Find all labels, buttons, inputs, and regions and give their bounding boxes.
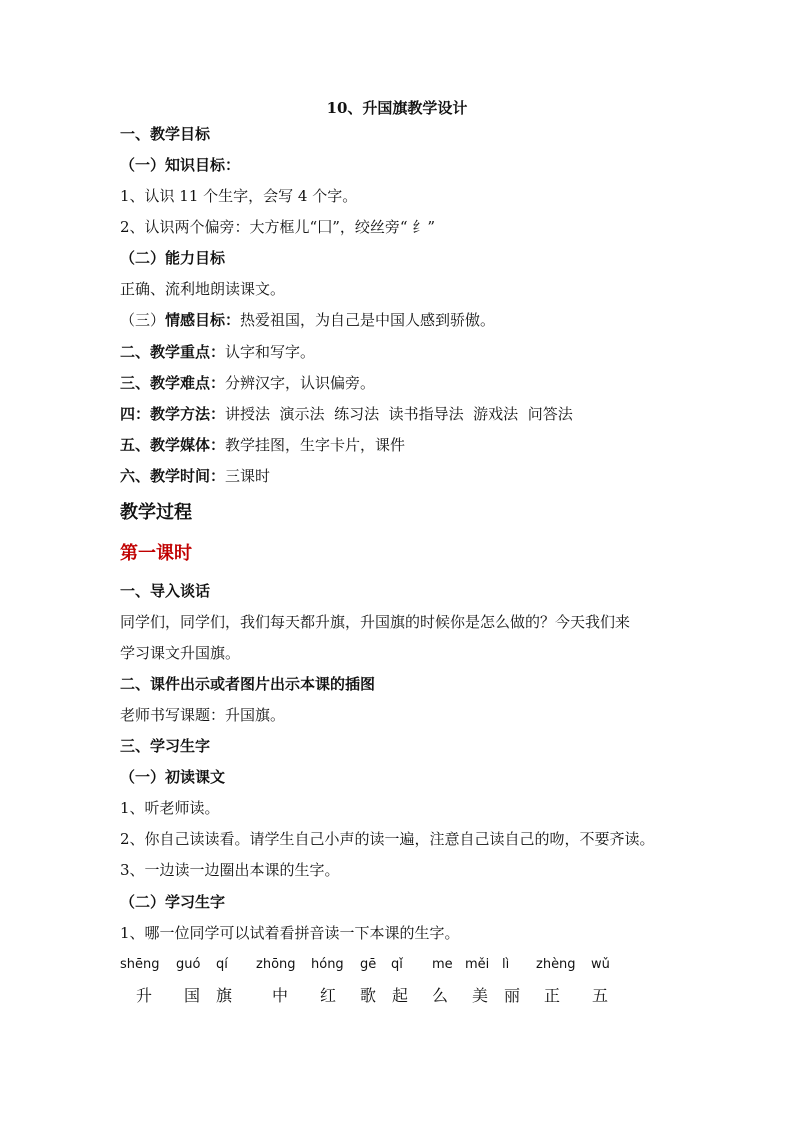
- pinyin-item: gē: [360, 957, 377, 972]
- character-item: 五: [592, 986, 609, 1005]
- courseware-text: 老师书写课题：升国旗。: [120, 706, 286, 724]
- first-read-step-2: 2、你自己读读看。请学生自己小声的读一遍，注意自己读自己的吻，不要齐读。: [120, 830, 655, 848]
- media-label: 五、教学媒体：: [120, 436, 226, 454]
- pinyin-item: qí: [216, 957, 228, 972]
- character-item: 红: [320, 986, 337, 1005]
- character-item: 起: [392, 986, 409, 1005]
- first-read-step-3: 3、一边读一边圈出本课的生字。: [120, 861, 340, 879]
- character-item: 正: [544, 986, 561, 1005]
- pinyin-item: zhèng: [536, 957, 576, 972]
- pinyin-row: [0, 956, 794, 978]
- methods: [120, 404, 573, 424]
- teaching-time: [120, 466, 270, 486]
- document-title: 10、升国旗教学设计: [326, 99, 468, 117]
- media: [120, 435, 405, 455]
- key-points-label: 二、教学重点：: [120, 343, 226, 361]
- character-item: 中: [272, 986, 289, 1005]
- time-text: 三课时: [225, 467, 271, 485]
- emotion-prefix: （三）: [120, 311, 166, 329]
- ability-text: 正确、流利地朗读课文。: [120, 280, 286, 298]
- difficulties: [120, 373, 375, 393]
- process-heading: 教学过程: [120, 502, 192, 523]
- character-item: 美: [472, 986, 489, 1005]
- character-item: 歌: [360, 986, 377, 1005]
- pinyin-item: guó: [176, 957, 201, 972]
- pinyin-item: me: [432, 957, 453, 972]
- methods-text: 讲授法 演示法 练习法 读书指导法 游戏法 问答法: [225, 405, 573, 423]
- intro-line-2: 学习课文升国旗。: [120, 644, 241, 662]
- emotion-label: 情感目标：: [165, 311, 241, 329]
- character-item: 丽: [504, 986, 521, 1005]
- character-item: 国: [184, 986, 201, 1005]
- difficulties-label: 三、教学难点：: [120, 374, 226, 392]
- intro-heading: 一、导入谈话: [120, 582, 211, 600]
- first-read-step-1: 1、听老师读。: [120, 799, 220, 817]
- knowledge-item-1: 1、认识 11 个生字，会写 4 个字。: [120, 187, 358, 205]
- pinyin-item: zhōng: [256, 957, 296, 972]
- study-heading: 三、学习生字: [120, 737, 211, 755]
- courseware-heading: 二、课件出示或者图片出示本课的插图: [120, 675, 376, 693]
- methods-label: 四：教学方法：: [120, 405, 226, 423]
- learn-step-1: 1、哪一位同学可以试着看拼音读一下本课的生字。: [120, 924, 460, 942]
- character-row: [0, 986, 794, 1008]
- time-label: 六、教学时间：: [120, 467, 226, 485]
- pinyin-item: měi: [465, 957, 490, 972]
- goals-heading: 一、教学目标: [120, 125, 211, 143]
- knowledge-heading: （一）知识目标：: [120, 156, 241, 174]
- pinyin-item: lì: [502, 957, 510, 972]
- character-item: 么: [432, 986, 449, 1005]
- emotion-text: 热爱祖国，为自己是中国人感到骄傲。: [240, 311, 496, 329]
- ability-heading: （二）能力目标: [120, 249, 226, 267]
- pinyin-item: qǐ: [391, 957, 403, 972]
- key-points-text: 认字和写字。: [225, 343, 316, 361]
- character-item: 升: [136, 986, 153, 1005]
- lesson-one-heading: 第一课时: [120, 543, 192, 564]
- learn-heading: （二）学习生字: [120, 893, 226, 911]
- media-text: 教学挂图，生字卡片，课件: [225, 436, 406, 454]
- pinyin-item: wǔ: [591, 957, 610, 972]
- emotion-goal: [120, 310, 495, 330]
- pinyin-item: shēng: [120, 957, 160, 972]
- intro-line-1: 同学们，同学们，我们每天都升旗，升国旗的时候你是怎么做的？今天我们来: [120, 613, 631, 631]
- key-points: [120, 342, 315, 362]
- pinyin-item: hóng: [311, 957, 344, 972]
- character-item: 旗: [216, 986, 233, 1005]
- knowledge-item-2: 2、认识两个偏旁：大方框儿“囗”，绞丝旁“ 纟”: [120, 218, 435, 236]
- difficulties-text: 分辨汉字，认识偏旁。: [225, 374, 376, 392]
- first-read-heading: （一）初读课文: [120, 768, 226, 786]
